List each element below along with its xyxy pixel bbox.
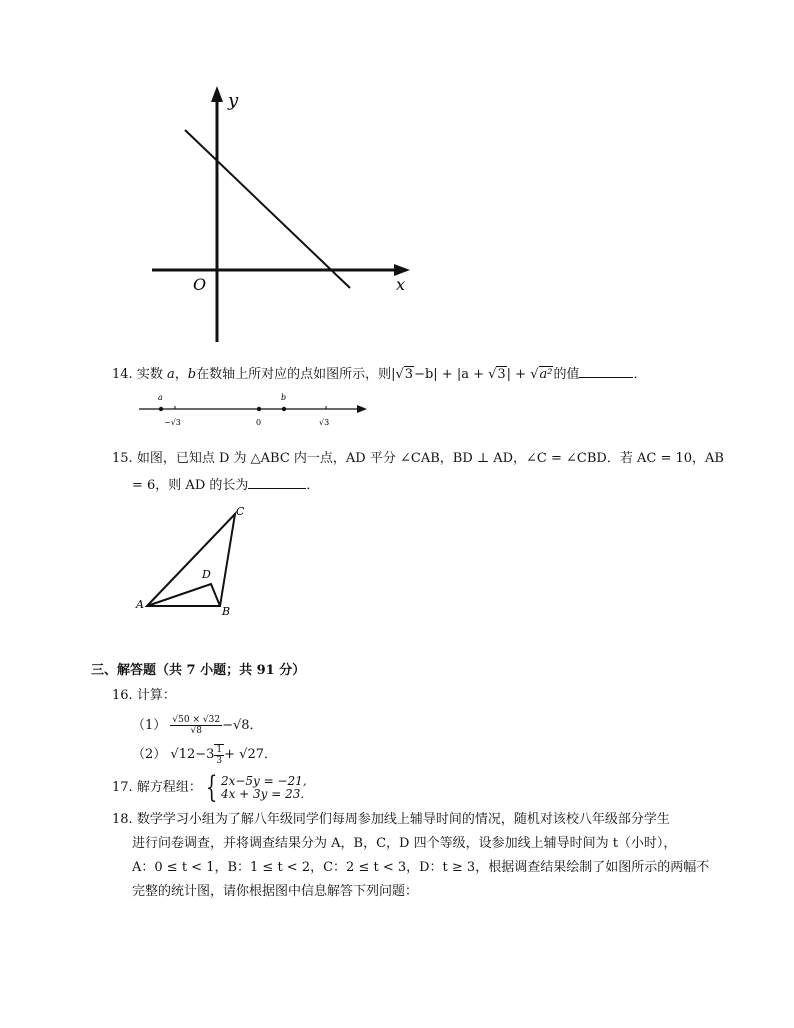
coordinate-graph <box>140 80 420 350</box>
q14-rad2: 3 <box>497 367 506 382</box>
q14-text1: 实数 <box>136 367 163 382</box>
point-a <box>159 407 163 411</box>
q15-line2a: = 6，则 AD 的长为 <box>132 478 249 493</box>
q18-number: 18. <box>112 812 133 827</box>
point-label-d: D <box>202 568 211 581</box>
q14-answer-blank[interactable] <box>579 363 633 378</box>
point-label-c: C <box>236 505 245 518</box>
q17-text: 解方程组： <box>136 780 202 795</box>
number-line-arrow <box>357 405 367 413</box>
question-18-line1 <box>112 810 670 830</box>
q15-number: 15. <box>112 451 133 466</box>
section-3-title: 三、解答题（共 7 小题；共 91 分） <box>91 663 306 678</box>
q14-rad3: a² <box>539 367 553 382</box>
q15-answer-blank[interactable] <box>248 474 306 489</box>
q18-line4: 完整的统计图，请你根据图中信息解答下列问题： <box>132 884 419 899</box>
point-zero <box>257 407 261 411</box>
number-line <box>135 392 375 432</box>
q18-line1: 数学学习小组为了解八年级同学们每周参加线上辅导时间的情况，随机对该校八年级部分学生 <box>136 812 670 827</box>
q15-line1: 如图，已知点 D 为 △ABC 内一点，AD 平分 ∠CAB，BD ⊥ AD，∠C = ∠CBD．若 AC = 10，AB <box>136 451 724 466</box>
question-17 <box>112 769 307 805</box>
q16-p1-rest: −√8． <box>222 718 263 733</box>
q17-number: 17. <box>112 780 133 795</box>
graph-line <box>185 130 350 288</box>
q18-line3: A：0 ≤ t < 1，B：1 ≤ t < 2，C：2 ≤ t < 3，D：t ≥ 3，根据调查结果绘制了如图所示的两幅不 <box>132 860 710 875</box>
y-axis-label: y <box>228 90 239 111</box>
question-16 <box>112 686 176 706</box>
q14-end: ． <box>633 367 647 382</box>
label-a: a <box>158 393 163 402</box>
q16-p2-a: √12−3 <box>170 747 215 762</box>
q17-brace-icon: { <box>205 769 218 805</box>
label-sqrt3: √3 <box>319 418 330 427</box>
q14-expr1: |√ <box>391 367 404 382</box>
label-zero: 0 <box>256 418 262 427</box>
q14-text2: 在数轴上所对应的点如图所示，则 <box>196 367 392 382</box>
q16-number: 16. <box>112 688 133 703</box>
q16-p2-fden: 3 <box>216 755 223 766</box>
point-label-a: A <box>136 598 144 611</box>
q14-expr3: | + √ <box>506 367 539 382</box>
q16-title: 计算： <box>136 688 176 703</box>
q16-p1-denominator: √8 <box>190 726 202 736</box>
q16-p2-b: + √27． <box>224 747 278 762</box>
q17-system <box>221 775 307 801</box>
point-label-b: B <box>222 605 231 618</box>
origin-label: O <box>193 275 207 294</box>
q16-p1-fraction <box>170 715 222 736</box>
q16-p2-fraction <box>214 744 224 766</box>
triangle-figure <box>135 500 255 625</box>
q14-rad1: 3 <box>404 367 414 382</box>
q14-var-a: a <box>166 367 175 382</box>
question-15-line2 <box>132 474 319 496</box>
q16-part1 <box>132 713 263 739</box>
q16-p2-fnum: 1 <box>216 744 223 755</box>
q16-p2-label: （2） <box>132 747 167 762</box>
q14-number: 14. <box>112 367 133 382</box>
q14-sep: ， <box>174 367 188 382</box>
label-b: b <box>281 393 287 402</box>
label-neg-sqrt3: −√3 <box>164 418 181 427</box>
q17-eq1: 2x−5y = −21, <box>220 773 307 788</box>
q14-text3: 的值 <box>553 367 580 382</box>
triangle-abc <box>147 514 235 606</box>
question-15-line1 <box>112 449 724 469</box>
point-b <box>282 407 286 411</box>
q16-part2 <box>132 742 277 768</box>
q16-p1-numerator: √50 × √32 <box>172 715 221 725</box>
q15-line2b: ． <box>306 478 320 493</box>
x-axis-label: x <box>396 275 406 294</box>
question-14 <box>112 363 647 385</box>
q14-var-b: b <box>187 367 197 382</box>
y-axis-arrow <box>211 86 223 102</box>
q18-line2: 进行问卷调查，并将调查结果分为 A，B，C，D 四个等级，设参加线上辅导时间为 t（小时）， <box>132 836 677 851</box>
q14-expr2: −b| + |a + √ <box>414 367 497 382</box>
q17-eq2: 4x + 3y = 23. <box>220 786 305 801</box>
q16-p1-label: （1） <box>132 718 167 733</box>
